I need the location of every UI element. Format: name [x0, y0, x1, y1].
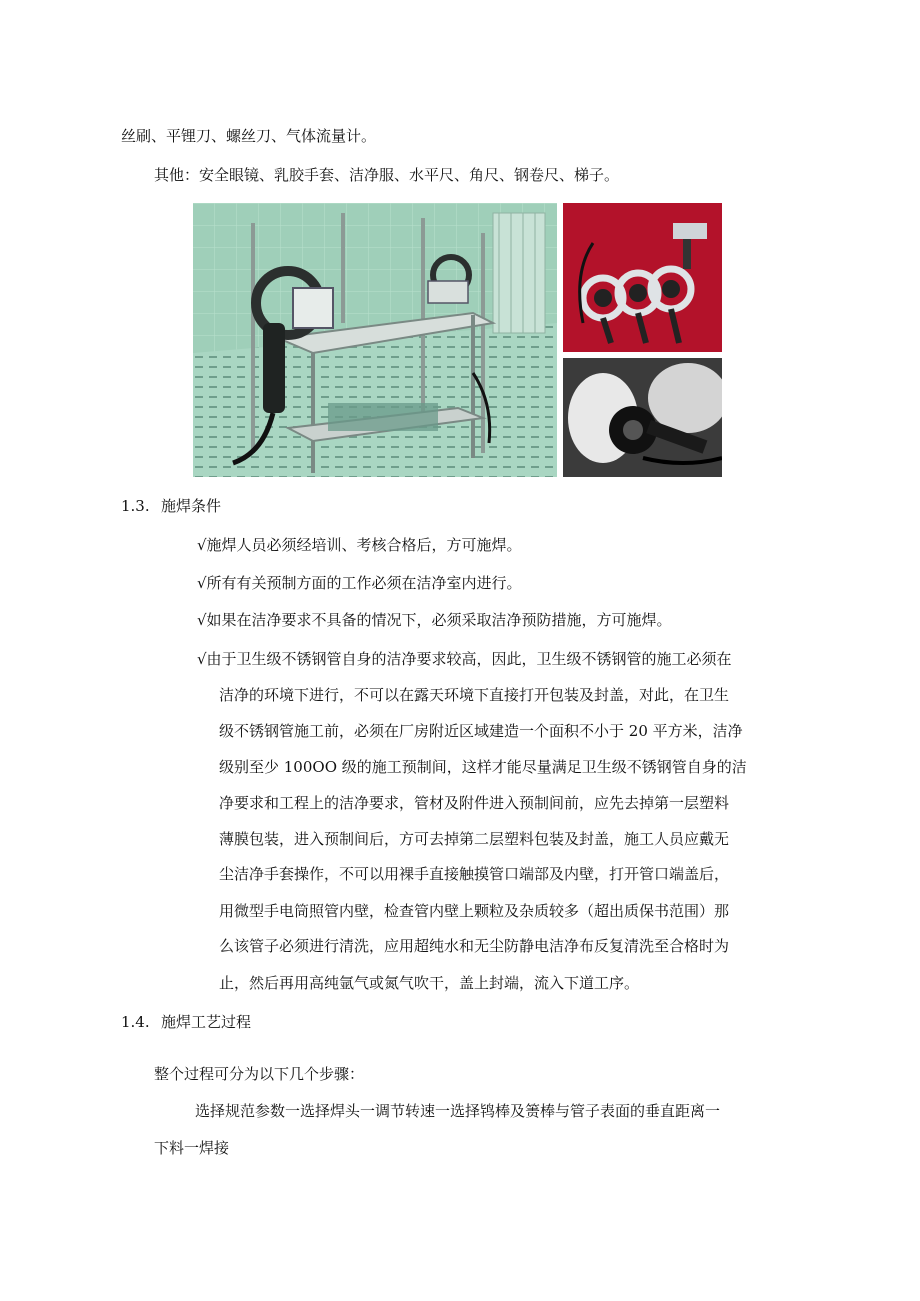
- paragraph-line: 净要求和工程上的洁净要求，管材及附件进入预制间前，应先去掉第一层塑料: [219, 794, 730, 812]
- section-number: 1.3.: [121, 497, 150, 515]
- section-title: 施焊工艺过程: [161, 1013, 252, 1031]
- paragraph-line: 薄膜包装，进入预制间后，方可去掉第二层塑料包装及封盖，施工人员应戴无: [219, 830, 730, 848]
- paragraph-line: 止，然后再用高纯氩气或氮气吹干，盖上封端，流入下道工序。: [219, 974, 640, 992]
- checklist-item: √所有有关预制方面的工作必须在洁净室内进行。: [197, 574, 522, 592]
- paragraph-line: 么该管子必须进行清洗，应用超纯水和无尘防静电洁净布反复清洗至合格时为: [219, 937, 730, 955]
- process-intro: 整个过程可分为以下几个步骤：: [154, 1065, 365, 1083]
- section-title: 施焊条件: [161, 497, 222, 515]
- paragraph-line: 尘洁净手套操作，不可以用裸手直接触摸管口端部及内壁，打开管口端盖后，: [219, 865, 730, 883]
- paragraph-line: 级不锈钢管施工前，必须在厂房附近区域建造一个面积不小于 20 平方米，洁净: [219, 722, 743, 740]
- checklist-item: √如果在洁净要求不具备的情况下，必须采取洁净预防措施，方可施焊。: [197, 611, 672, 629]
- section-1-3-heading: [121, 496, 221, 516]
- process-steps-line-2: 下料一焊接: [154, 1139, 230, 1157]
- orbital-weld-heads-on-red-photo: [563, 203, 722, 352]
- gloved-hands-weld-head-photo: [563, 358, 722, 477]
- paragraph-line: 洁净的环境下进行，不可以在露天环境下直接打开包装及封盖，对此，在卫生: [219, 686, 730, 704]
- intro-line-1: 丝刷、平锂刀、螺丝刀、气体流量计。: [121, 127, 377, 145]
- intro-line-2: 其他：安全眼镜、乳胶手套、洁净服、水平尺、角尺、钢卷尺、梯子。: [154, 166, 620, 184]
- section-number: 1.4.: [121, 1013, 150, 1031]
- paragraph-line: 用微型手电筒照管内壁，检查管内壁上颗粒及杂质较多（超出质保书范围）那: [219, 902, 730, 920]
- checklist-item: √由于卫生级不锈钢管自身的洁净要求较高，因此，卫生级不锈钢管的施工必须在: [197, 650, 732, 668]
- checklist-item: √施焊人员必须经培训、考核合格后，方可施焊。: [197, 536, 522, 554]
- paragraph-line: 级别至少 100OO 级的施工预制间，这样才能尽量满足卫生级不锈钢管自身的洁: [219, 758, 747, 776]
- section-1-4-heading: [121, 1012, 251, 1032]
- process-steps-line-1: 选择规范参数一选择焊头一调节转速一选择鸨棒及箦棒与管子表面的垂直距离一: [195, 1102, 721, 1120]
- cleanroom-welding-bench-photo: [193, 203, 557, 477]
